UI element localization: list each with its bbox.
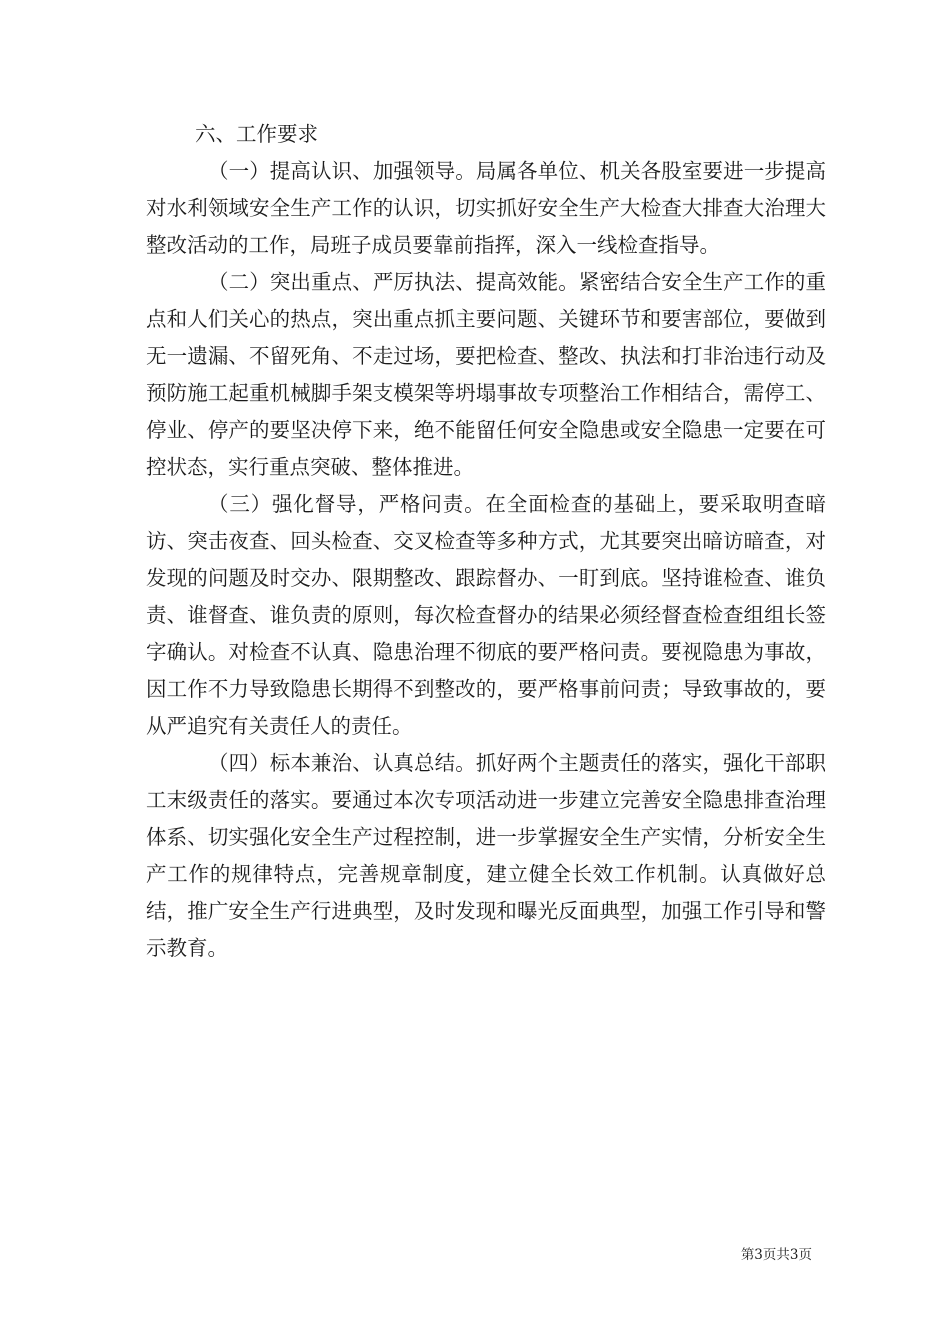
paragraph-3: （三）强化督导，严格问责。在全面检查的基础上，要采取明查暗访、突击夜查、回头检查、交叉检查等多种方式，尤其要突出暗访暗查，对发现的问题及时交办、限期整改、跟踪督办、一盯到底。坚持谁检查、谁负责、谁督查、谁负责的原则，每次检查督办的结果必须经督查检查组组长签字确认。对检查不认真、隐患治理不彻底的要严格问责。要视隐患为事故，因工作不力导致隐患长期得不到整改的，要严格事前问责；导致事故的，要从严追究有关责任人的责任。	[146, 492, 826, 738]
section-heading: 六、工作要求	[195, 122, 318, 146]
document-body	[146, 116, 826, 967]
paragraph-4: （四）标本兼治、认真总结。抓好两个主题责任的落实，强化干部职工末级责任的落实。要通过本次专项活动进一步建立完善安全隐患排查治理体系、切实强化安全生产过程控制，进一步掌握安全生产实情，分析安全生产工作的规律特点，完善规章制度，建立健全长效工作机制。认真做好总结，推广安全生产行进典型，及时发现和曝光反面典型，加强工作引导和警示教育。	[146, 751, 826, 960]
paragraph-2: （二）突出重点、严厉执法、提高效能。紧密结合安全生产工作的重点和人们关心的热点，突出重点抓主要问题、关键环节和要害部位，要做到无一遗漏、不留死角、不走过场，要把检查、整改、执法和打非治违行动及预防施工起重机械脚手架支模架等坍塌事故专项整治工作相结合，需停工、停业、停产的要坚决停下来，绝不能留任何安全隐患或安全隐患一定要在可控状态，实行重点突破、整体推进。	[146, 270, 826, 479]
page-number-footer: 第3页共3页	[740, 1247, 812, 1263]
paragraph-1: （一）提高认识、加强领导。局属各单位、机关各股室要进一步提高对水利领域安全生产工作的认识，切实抓好安全生产大检查大排查大治理大整改活动的工作，局班子成员要靠前指挥，深入一线检查指导。	[146, 159, 826, 257]
